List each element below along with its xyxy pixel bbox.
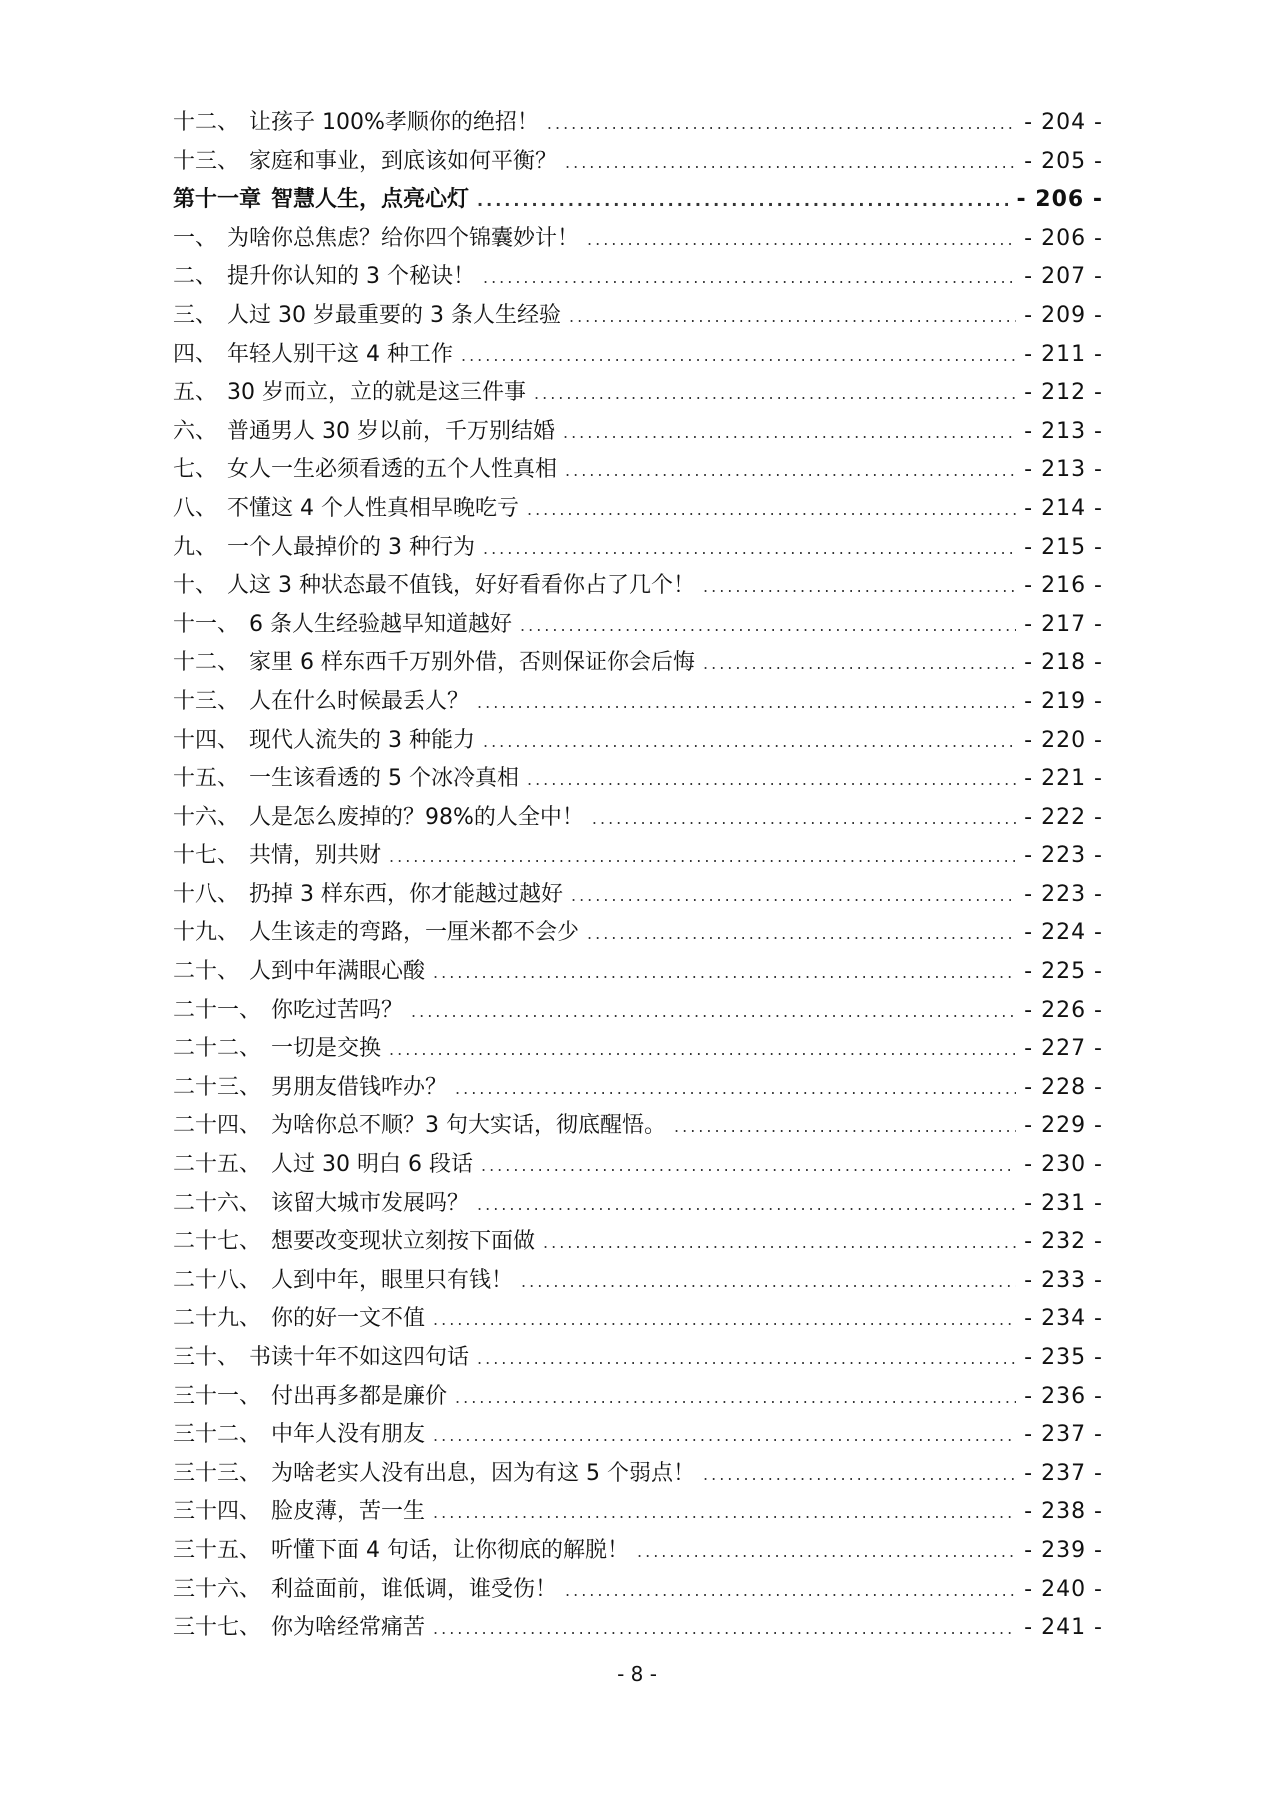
toc-entry-number: 七、 — [173, 457, 218, 483]
toc-dot-leader — [483, 530, 1016, 569]
toc-entry-title: 一个人最掉价的 3 种行为 — [227, 534, 475, 560]
toc-dot-leader — [389, 1031, 1016, 1070]
toc-entry[interactable] — [173, 336, 1103, 375]
toc-entry-page: - 204 - — [1024, 110, 1103, 135]
toc-entry-page: - 217 - — [1024, 611, 1103, 637]
toc-entry-number: 八、 — [173, 495, 218, 521]
toc-entry-page: - 231 - — [1024, 1190, 1103, 1216]
toc-entry-page: - 214 - — [1024, 495, 1103, 521]
toc-entry-page: - 212 - — [1024, 380, 1103, 406]
toc-dot-leader — [674, 1108, 1016, 1147]
toc-entry-page: - 238 - — [1024, 1499, 1103, 1525]
toc-entry[interactable] — [173, 1378, 1103, 1417]
toc-entry[interactable] — [173, 143, 1103, 182]
toc-entry-number: 三十四、 — [173, 1499, 262, 1525]
toc-entry-page: - 237 - — [1024, 1422, 1103, 1448]
toc-entry-title: 人过 30 明白 6 段话 — [271, 1152, 473, 1178]
toc-entry-page: - 237 - — [1024, 1460, 1103, 1486]
toc-dot-leader — [587, 915, 1016, 954]
toc-dot-leader — [543, 1224, 1016, 1263]
toc-dot-leader — [563, 414, 1016, 453]
toc-dot-leader — [477, 684, 1016, 723]
toc-entry-title: 你吃过苦吗？ — [271, 997, 404, 1023]
toc-dot-leader — [565, 1572, 1016, 1611]
toc-dot-leader — [569, 298, 1016, 337]
page-number: - 8 - — [617, 1662, 657, 1686]
toc-entry-page: - 220 - — [1024, 727, 1103, 753]
toc-dot-leader — [433, 1494, 1016, 1533]
toc-entry[interactable] — [173, 1416, 1103, 1455]
toc-entry-number: 十六、 — [173, 804, 240, 830]
toc-entry-title: 智慧人生，点亮心灯 — [271, 187, 470, 213]
toc-entry-number: 二、 — [173, 264, 218, 290]
toc-entry-title: 为啥你总焦虑？给你四个锦囊妙计！ — [227, 225, 580, 251]
toc-entry[interactable] — [173, 644, 1103, 683]
toc-entry-title: 不懂这 4 个人性真相早晚吃亏 — [227, 495, 519, 521]
toc-dot-leader — [703, 568, 1016, 607]
toc-dot-leader — [637, 1533, 1016, 1572]
toc-entry-page: - 213 - — [1024, 418, 1103, 444]
toc-entry[interactable] — [173, 1030, 1103, 1069]
toc-entry-page: - 226 - — [1024, 997, 1103, 1023]
toc-entry-page: - 225 - — [1024, 959, 1103, 985]
toc-entry[interactable] — [173, 104, 1103, 143]
toc-entry[interactable] — [173, 1455, 1103, 1494]
toc-entry-page: - 234 - — [1024, 1306, 1103, 1332]
toc-dot-leader — [483, 723, 1016, 762]
toc-entry-title: 脸皮薄，苦一生 — [271, 1499, 426, 1525]
toc-entry[interactable] — [173, 220, 1103, 259]
toc-entry[interactable] — [173, 374, 1103, 413]
toc-entry-number: 十四、 — [173, 727, 240, 753]
toc-entry-title: 人过 30 岁最重要的 3 条人生经验 — [227, 302, 561, 328]
toc-entry-title: 提升你认知的 3 个秘诀！ — [227, 264, 475, 290]
toc-entry-page: - 223 - — [1024, 843, 1103, 869]
toc-entry-page: - 232 - — [1024, 1229, 1103, 1255]
toc-dot-leader — [411, 993, 1016, 1032]
toc-entry-title: 该留大城市发展吗？ — [271, 1190, 470, 1216]
toc-dot-leader — [455, 1379, 1016, 1418]
toc-entry-title: 男朋友借钱咋办？ — [271, 1074, 448, 1100]
toc-entry[interactable] — [173, 413, 1103, 452]
toc-entry-title: 一切是交换 — [271, 1036, 382, 1062]
toc-dot-leader — [477, 1186, 1016, 1225]
toc-entry-title: 想要改变现状立刻按下面做 — [271, 1229, 536, 1255]
toc-dot-leader — [433, 1301, 1016, 1340]
toc-entry[interactable] — [173, 953, 1103, 992]
toc-entry[interactable] — [173, 606, 1103, 645]
toc-entry-number: 十七、 — [173, 843, 240, 869]
toc-entry-title: 一生该看透的 5 个冰冷真相 — [249, 766, 519, 792]
toc-entry-title: 为啥你总不顺？3 句大实话，彻底醒悟。 — [271, 1113, 667, 1139]
toc-entry-number: 二十一、 — [173, 997, 262, 1023]
toc-entry[interactable] — [173, 1532, 1103, 1571]
toc-entry-number: 十、 — [173, 573, 218, 599]
toc-entry-number: 二十七、 — [173, 1229, 262, 1255]
toc-entry-number: 十一、 — [173, 611, 240, 637]
toc-dot-leader — [477, 182, 1008, 221]
toc-entry-page: - 222 - — [1024, 804, 1103, 830]
toc-entry[interactable] — [173, 1069, 1103, 1108]
toc-entry-title: 你为啥经常痛苦 — [271, 1615, 426, 1641]
toc-entry-page: - 223 - — [1024, 881, 1103, 907]
toc-entry-number: 二十三、 — [173, 1074, 262, 1100]
toc-entry-number: 三十六、 — [173, 1576, 262, 1602]
toc-dot-leader — [565, 144, 1016, 183]
toc-dot-leader — [455, 1070, 1016, 1109]
toc-dot-leader — [547, 105, 1016, 144]
toc-entry-page: - 218 - — [1024, 650, 1103, 676]
toc-entry-page: - 235 - — [1024, 1345, 1103, 1370]
toc-entry-page: - 219 - — [1024, 688, 1103, 714]
toc-entry[interactable] — [173, 876, 1103, 915]
toc-entry-page: - 227 - — [1024, 1036, 1103, 1062]
toc-entry[interactable] — [173, 914, 1103, 953]
toc-entry[interactable] — [173, 837, 1103, 876]
toc-entry[interactable] — [173, 722, 1103, 761]
toc-entry[interactable] — [173, 451, 1103, 490]
toc-entry[interactable] — [173, 1107, 1103, 1146]
toc-entry-title: 普通男人 30 岁以前，千万别结婚 — [227, 418, 555, 444]
toc-entry[interactable] — [173, 1493, 1103, 1532]
toc-entry-title: 女人一生必须看透的五个人性真相 — [227, 457, 558, 483]
toc-entry[interactable] — [173, 567, 1103, 606]
toc-entry-title: 家里 6 样东西千万别外借，否则保证你会后悔 — [249, 650, 696, 676]
toc-entry-page: - 230 - — [1024, 1152, 1103, 1178]
toc-entry-number: 十八、 — [173, 881, 240, 907]
toc-entry-title: 听懂下面 4 句话，让你彻底的解脱！ — [271, 1537, 630, 1563]
toc-dot-leader — [433, 1610, 1016, 1649]
toc-entry-page: - 205 - — [1024, 148, 1103, 174]
toc-entry-title: 现代人流失的 3 种能力 — [249, 727, 475, 753]
toc-entry-page: - 236 - — [1024, 1383, 1103, 1409]
toc-entry-title: 你的好一文不值 — [271, 1306, 426, 1332]
toc-dot-leader — [703, 645, 1016, 684]
toc-entry-number: 十三、 — [173, 688, 240, 714]
toc-dot-leader — [565, 452, 1016, 491]
toc-entry-title: 家庭和事业，到底该如何平衡？ — [249, 148, 558, 174]
toc-entry-number: 第十一章 — [173, 187, 262, 213]
toc-entry-number: 二十八、 — [173, 1267, 262, 1293]
toc-entry[interactable] — [173, 760, 1103, 799]
toc-entry[interactable] — [173, 529, 1103, 568]
toc-entry-number: 二十、 — [173, 959, 240, 985]
toc-entry-number: 二十二、 — [173, 1036, 262, 1062]
toc-entry-title: 共情，别共财 — [249, 843, 382, 869]
toc-entry-number: 十三、 — [173, 148, 240, 174]
toc-entry[interactable] — [173, 1609, 1103, 1648]
toc-entry-page: - 241 - — [1024, 1615, 1103, 1641]
toc-entry[interactable] — [173, 1223, 1103, 1262]
toc-dot-leader — [534, 375, 1016, 414]
toc-dot-leader — [461, 337, 1016, 376]
toc-entry-title: 人是怎么废掉的？98%的人全中！ — [249, 804, 584, 830]
toc-dot-leader — [481, 1147, 1016, 1186]
toc-dot-leader — [483, 259, 1016, 298]
toc-entry[interactable] — [173, 1571, 1103, 1610]
toc-entry-number: 三十三、 — [173, 1460, 262, 1486]
toc-entry[interactable] — [173, 297, 1103, 336]
toc-entry-page: - 228 - — [1024, 1074, 1103, 1100]
toc-entry-title: 人这 3 种状态最不值钱，好好看看你占了几个！ — [227, 573, 696, 599]
toc-dot-leader — [571, 877, 1016, 916]
toc-entry-title: 利益面前，谁低调，谁受伤！ — [271, 1576, 558, 1602]
toc-entry-page: - 240 - — [1024, 1576, 1103, 1602]
toc-dot-leader — [433, 1417, 1016, 1456]
toc-entry-page: - 224 - — [1024, 920, 1103, 946]
toc-entry-title: 30 岁而立，立的就是这三件事 — [227, 380, 527, 406]
toc-entry-number: 一、 — [173, 225, 218, 251]
toc-entry-page: - 233 - — [1024, 1267, 1103, 1293]
toc-entry-number: 三十二、 — [173, 1422, 262, 1448]
toc-dot-leader — [521, 1263, 1016, 1302]
toc-entry-title: 让孩子 100%孝顺你的绝招！ — [249, 110, 539, 135]
toc-entry-page: - 215 - — [1024, 534, 1103, 560]
toc-entry[interactable] — [173, 1146, 1103, 1185]
toc-dot-leader — [587, 221, 1016, 260]
toc-entry[interactable] — [173, 992, 1103, 1031]
toc-entry-title: 扔掉 3 样东西，你才能越过越好 — [249, 881, 563, 907]
toc-entry-page: - 213 - — [1024, 457, 1103, 483]
toc-entry[interactable] — [173, 1300, 1103, 1339]
toc-entry-page: - 221 - — [1024, 766, 1103, 792]
toc-entry-number: 十二、 — [173, 110, 240, 135]
toc-entry-title: 年轻人别干这 4 种工作 — [227, 341, 453, 367]
toc-entry-title: 中年人没有朋友 — [271, 1422, 426, 1448]
toc-dot-leader — [389, 838, 1016, 877]
toc-dot-leader — [520, 607, 1016, 646]
toc-entry-number: 十二、 — [173, 650, 240, 676]
toc-entry-number: 二十五、 — [173, 1152, 262, 1178]
toc-entry-number: 九、 — [173, 534, 218, 560]
toc-entry-title: 人在什么时候最丢人？ — [249, 688, 470, 714]
toc-entry-page: - 206 - — [1016, 187, 1103, 213]
toc-entry-title: 人生该走的弯路，一厘米都不会少 — [249, 920, 580, 946]
table-of-contents — [173, 104, 1103, 1648]
toc-entry-number: 三十五、 — [173, 1537, 262, 1563]
toc-entry-title: 人到中年满眼心酸 — [249, 959, 426, 985]
toc-entry-number: 三、 — [173, 302, 218, 328]
toc-entry-title: 付出再多都是廉价 — [271, 1383, 448, 1409]
toc-entry-number: 四、 — [173, 341, 218, 367]
toc-entry-number: 二十四、 — [173, 1113, 262, 1139]
toc-entry-title: 6 条人生经验越早知道越好 — [249, 611, 513, 637]
toc-entry-number: 十九、 — [173, 920, 240, 946]
toc-entry-page: - 206 - — [1024, 225, 1103, 251]
toc-entry-page: - 207 - — [1024, 264, 1103, 290]
toc-entry-page: - 209 - — [1024, 302, 1103, 328]
toc-entry-page: - 229 - — [1024, 1113, 1103, 1139]
toc-entry-page: - 211 - — [1024, 341, 1103, 367]
toc-dot-leader — [527, 491, 1016, 530]
toc-chapter-heading[interactable] — [173, 181, 1103, 220]
toc-entry-number: 十五、 — [173, 766, 240, 792]
toc-dot-leader — [592, 800, 1016, 839]
toc-dot-leader — [703, 1456, 1016, 1495]
toc-entry-number: 二十九、 — [173, 1306, 262, 1332]
toc-entry[interactable] — [173, 1185, 1103, 1224]
toc-dot-leader — [433, 954, 1016, 993]
toc-dot-leader — [477, 1340, 1016, 1379]
toc-entry-number: 六、 — [173, 418, 218, 444]
toc-entry-title: 为啥老实人没有出息，因为有这 5 个弱点！ — [271, 1460, 696, 1486]
toc-entry-number: 三十一、 — [173, 1383, 262, 1409]
toc-entry-number: 三十、 — [173, 1345, 240, 1370]
toc-entry[interactable] — [173, 490, 1103, 529]
toc-entry-number: 三十七、 — [173, 1615, 262, 1641]
toc-entry[interactable] — [173, 1262, 1103, 1301]
toc-entry-number: 二十六、 — [173, 1190, 262, 1216]
toc-entry-title: 人到中年，眼里只有钱！ — [271, 1267, 514, 1293]
toc-entry-page: - 216 - — [1024, 573, 1103, 599]
toc-entry[interactable] — [173, 799, 1103, 838]
toc-entry[interactable] — [173, 683, 1103, 722]
toc-entry-page: - 239 - — [1024, 1537, 1103, 1563]
toc-entry[interactable] — [173, 258, 1103, 297]
toc-entry-number: 五、 — [173, 380, 218, 406]
toc-entry-title: 书读十年不如这四句话 — [249, 1345, 470, 1370]
toc-dot-leader — [527, 761, 1016, 800]
toc-entry[interactable] — [173, 1339, 1103, 1378]
